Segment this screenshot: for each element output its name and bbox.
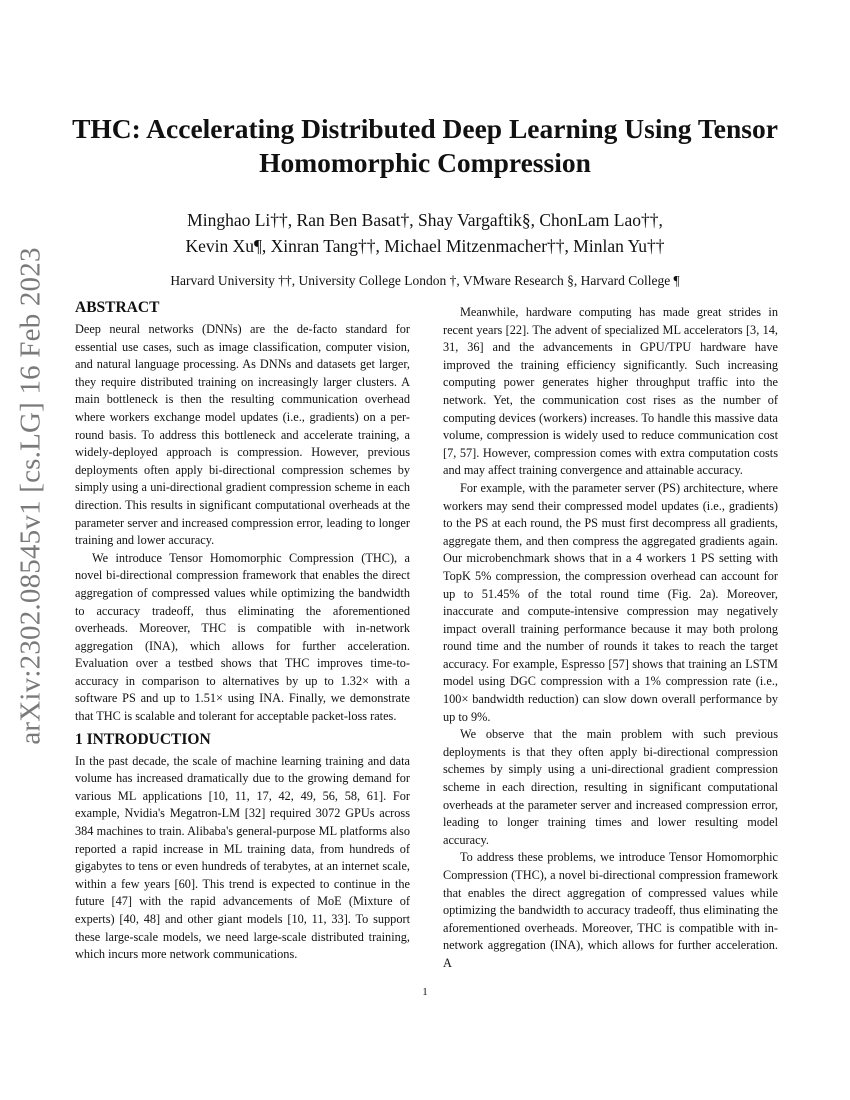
introduction-heading: 1 INTRODUCTION	[75, 730, 211, 748]
author-list	[60, 207, 790, 259]
author-line-2: Kevin Xu¶, Xinran Tang††, Michael Mitzenmacher††, Minlan Yu††	[185, 236, 665, 256]
right-paragraph-3: We observe that the main problem with such previous deployments is that they often apply bi-directional compression schemes by simply using a uni-directional gradient compression scheme in each direction, resulting in significant computational overheads at the parameter server and increased compression error, leading to longer training times and lower resulting model accuracy.	[443, 727, 778, 847]
arxiv-id-text: arXiv:2302.08545v1 [cs.LG] 16 Feb 2023	[14, 247, 47, 745]
page-number: 1	[422, 986, 428, 998]
abstract-heading: ABSTRACT	[75, 299, 160, 316]
abstract-paragraph-1: Deep neural networks (DNNs) are the de-facto standard for essential use cases, such as image classification, computer vision, and natural language processing. As DNNs and datasets get larger, they require distributed training on increasingly larger clusters. A main bottleneck is then the resulting communication overhead where workers exchange model updates (i.e., gradients) on a per-round basis. To address this bottleneck and accelerate training, a widely-deployed approach is compression. However, previous deployments often apply bi-directional compression schemes by simply using a uni-directional gradient compression scheme in each direction. This results in significant computational overheads at the parameter server and increased compression error, leading to longer training and lower accuracy.	[75, 322, 410, 548]
intro-paragraph-1: In the past decade, the scale of machine learning training and data volume has increased dramatically due to the growing demand for various ML applications [10, 11, 17, 42, 49, 56, 58, 61]. For example, Nvidia's Megatron-LM [32] required 3072 GPUs across 384 machines to train. Alibaba's general-purpose ML platforms also reported a rapid increase in ML training data, from hundreds of gigabytes to tens or even hundreds of terabytes, at an internet scale, within a few years [60]. This trend is expected to continue in the future [47] with the rapid advancements of MoE (Mixture of experts) [40, 48] and other giant models [10, 11, 33]. To support these large-scale models, we need large-scale distributed training, which incurs more network communications.	[75, 753, 410, 962]
author-line-1: Minghao Li††, Ran Ben Basat†, Shay Vargaftik§, ChonLam Lao††,	[187, 210, 663, 230]
right-paragraph-1: Meanwhile, hardware computing has made great strides in recent years [22]. The advent of specialized ML accelerators [3, 14, 31, 36] and the advancements in GPU/TPU hardware have improved the training efficiency significantly. Such increasing computing power generates higher throughput traffic into the network. Yet, the communication cost rises as the number of computing devices (workers) increases. To handle this massive data volume, compression is widely used to reduce communication cost [7, 57]. However, compression comes with extra computation costs and may affect training convergence and attainable accuracy.	[443, 305, 778, 478]
paper-title: THC: Accelerating Distributed Deep Learning Using Tensor Homomorphic Compression	[72, 113, 778, 178]
abstract-paragraph-2: We introduce Tensor Homomorphic Compression (THC), a novel bi-directional compression framework that enables the direct aggregation of compressed values while optimizing the bandwidth to accuracy tradeoff, thus eliminating the aforementioned overheads. Moreover, THC is compatible with in-network aggregation (INA), which allows for further acceleration. Evaluation over a testbed shows that THC improves time-to-accuracy in comparison to alternatives by up to 1.32× with a software PS and up to 1.51× using INA. Finally, we demonstrate that THC is scalable and tolerant for acceptable packet-loss rates.	[75, 550, 410, 724]
left-column	[75, 298, 410, 964]
arxiv-watermark	[10, 247, 52, 745]
right-column	[443, 304, 778, 973]
right-paragraph-4: To address these problems, we introduce Tensor Homomorphic Compression (THC), a novel bi-directional compression framework that enables the direct aggregation of compressed values while optimizing the bandwidth to accuracy tradeoff, thus eliminating the aforementioned overheads. Moreover, THC is compatible with in-network aggregation (INA), which allows for further acceleration. A	[443, 850, 778, 970]
right-paragraph-2: For example, with the parameter server (PS) architecture, where workers may send their compressed model updates (i.e., gradients) to the PS at each round, the PS must first decompress all gradients, aggregate them, and then compress the aggregated gradients again. Our microbenchmark shows that in a 4 workers 1 PS setting with TopK 5% compression, the compression overhead can account for up to 51.45% of the total round time (Fig. 2a). Moreover, inaccurate and compute-intensive compression may negatively impact overall training performance because it may both prolong round time and the number of rounds it takes to reach the target accuracy. For example, Espresso [57] shows that training an LSTM model using DGC compression with a 1% compression rate (i.e., 100× bandwidth reduction) can slow down overall performance by up to 9%.	[443, 480, 778, 724]
affiliations: Harvard University ††, University College London †, VMware Research §, Harvard College ¶	[170, 273, 680, 288]
